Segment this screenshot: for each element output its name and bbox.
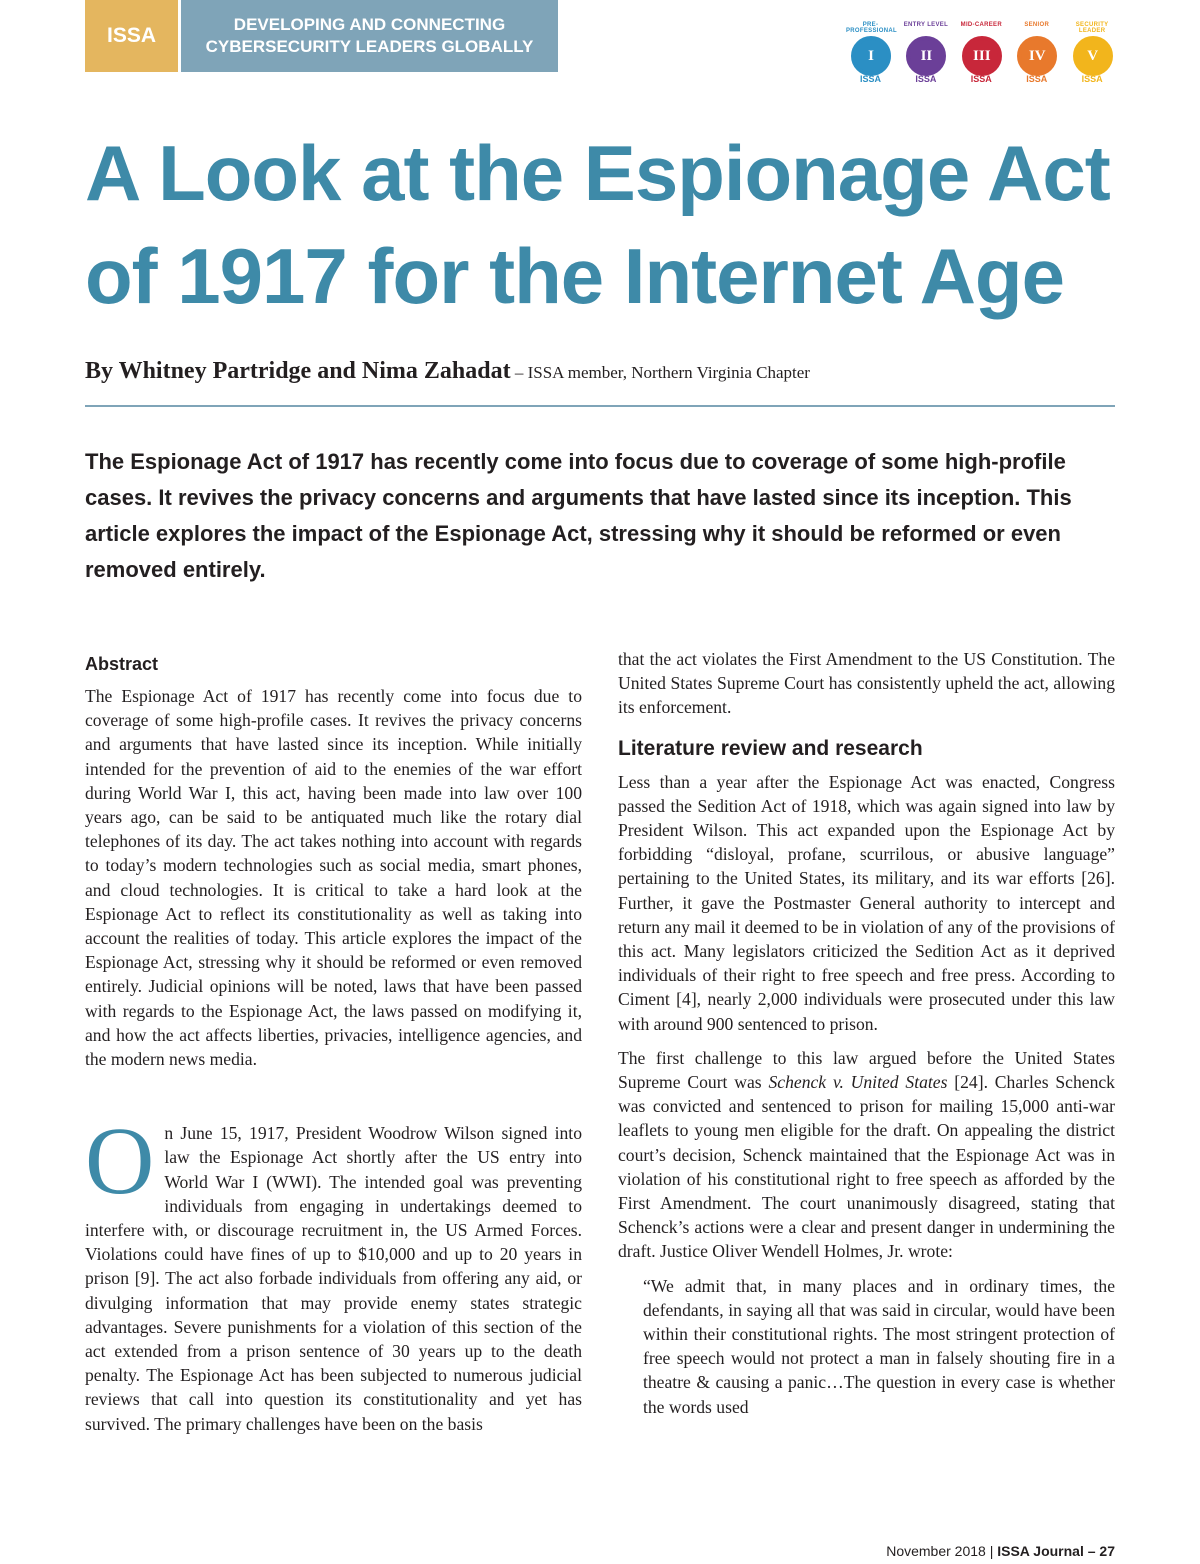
badge-numeral: I [868, 47, 874, 64]
abstract-text: The Espionage Act of 1917 has recently come into focus due to coverage of some high-profile cases. It revives the privacy concerns and arguments that have lasted since its inception. While initially intended for the prevention of aid to the enemies of the war effort during World War I, this act, having been made into law over 100 years ago, can be said to be antiquated much like the rotary dial telephones of its day. The act takes nothing into account with regards to today’s modern technologies such as social media, smart phones, and cloud technologies. It is critical to take a hard look at the Espionage Act to reflect its constitutionality as well as taking into account the realities of today. This article explores the impact of the Espionage Act, stressing why it should be reformed or even removed entirely. Judicial opinions will be noted, laws that have been passed with regards to the Espionage Act, the laws passed on modifying it, and how the act affects liberties, privacies, intelligence agencies, and the modern news media. [85, 686, 582, 1070]
issue-date: November 2018 | [886, 1543, 998, 1559]
badge-level-label: MID-CAREER [960, 22, 1002, 28]
badge-mark: ISSA [1026, 74, 1048, 84]
badge-numeral: IV [1028, 47, 1046, 64]
badge-pre-professional [846, 22, 897, 88]
journal-name: ISSA Journal [997, 1543, 1084, 1559]
badge-security-leader [1068, 22, 1116, 88]
tagline-line-2: CYBERSECURITY LEADERS GLOBALLY [205, 37, 534, 56]
abstract-heading: Abstract [85, 654, 159, 674]
badge-mark: ISSA [970, 74, 992, 84]
affiliation: – ISSA member, Northern Virginia Chapter [510, 363, 810, 382]
paragraph-text: [24]. Charles Schenck was convicted and sentenced to prison for mailing 15,000 anti-war leaflets to young men eligible for the draft. On appealing the district court’s decision, Schenck maintained that the Espionage Act was in violation of his constitutional right to free speech as afforded by the First Amendment. The court unanimously disagreed, stating that Schenck’s actions were a clear and present danger in undermining the draft. Justice Oliver Wendell Holmes, Jr. wrote: [618, 1072, 1115, 1262]
block-quote: “We admit that, in many places and in ordinary times, the defendants, in saying all that was said in circular, would have been within their constitutional rights. The most stringent protection of free speech would not protect a man in falsely shouting fire in a theatre & causing a panic…The question in every case is whether the words used [643, 1275, 1115, 1417]
issa-tag-label: ISSA [106, 24, 156, 47]
column-left [85, 650, 582, 1436]
column-right [618, 647, 1115, 1419]
article-title [85, 122, 1125, 328]
badge-senior [1012, 22, 1060, 88]
body-paragraph [618, 1046, 1115, 1264]
badge-mark: ISSA [859, 74, 881, 84]
divider [85, 405, 1115, 407]
drop-cap: O [85, 1107, 155, 1215]
page-number: – 27 [1083, 1543, 1115, 1559]
paragraph-text: The first challenge to this law argued before the United States Supreme Court was [618, 1047, 1115, 1093]
badge-level-label: SECURITY LEADER [1075, 22, 1109, 34]
badge-mid-career [957, 22, 1005, 88]
byline [85, 358, 1115, 385]
badge-numeral: V [1087, 47, 1099, 64]
title-line-2: of 1917 for the Internet Age [85, 232, 1064, 320]
case-citation: Schenck v. United States [768, 1072, 948, 1093]
badge-entry-level [901, 22, 949, 88]
article-deck: The Espionage Act of 1917 has recently come into focus due to coverage of some high-profile cases. It revives the privacy concerns and arguments that have lasted since its inception. This article explores the impact of the Espionage Act, stressing why it should be reformed or even removed entirely. [85, 449, 1072, 582]
authors: By Whitney Partridge and Nima Zahadat [85, 358, 511, 384]
career-level-badges [846, 22, 1116, 88]
badge-mark: ISSA [1081, 74, 1103, 84]
intro-paragraph [85, 1107, 582, 1436]
body-paragraph: Less than a year after the Espionage Act was enacted, Congress passed the Sedition Act of 1918, which was again signed into law by President Wilson. This act expanded upon the Espionage Act by forbidding “disloyal, profane, scurrilous, or abusive language” pertaining to the United States, its military, and its war efforts [26]. Further, it gave the Postmaster General authority to intercept and return any mail it deemed to be in violation of any of the provisions of this act. Many legislators criticized the Sedition Act as it deprived individuals of their right to free speech and free press. According to Ciment [4], nearly 2,000 individuals were prosecuted under this law with around 900 sentenced to prison. [618, 771, 1115, 1034]
badge-mark: ISSA [915, 74, 937, 84]
badge-numeral: III [973, 47, 991, 64]
issa-tag [85, 0, 178, 72]
page-footer [886, 1542, 1115, 1560]
badge-numeral: II [920, 47, 933, 64]
section-heading: Literature review and research [618, 736, 923, 760]
continued-paragraph: that the act violates the First Amendment to the US Constitution. The United States Supreme Court has consistently upheld the act, allowing its enforcement. [618, 649, 1115, 718]
badge-level-label: ENTRY LEVEL [903, 22, 949, 28]
title-line-1: A Look at the Espionage Act [85, 129, 1110, 217]
intro-text: n June 15, 1917, President Woodrow Wilson signed into law the Espionage Act shortly after the US entry into World War I (WWI). The intended goal was preventing individuals from engaging in undertakings deemed to interfere with, or discourage recruitment in, the US Armed Forces. Violations could have fines of up to $10,000 and up to 20 years in prison [9]. The act also forbade individuals from offering any aid, or divulging information that may provide enemy states strategic advantages. Severe punishments for a violation of this section of the act extended from a prison sentence of 30 years up to the death penalty. The Espionage Act has been subjected to numerous judicial reviews that call into question its constitutionality and yet has survived. The primary challenges have been on the basis [85, 1123, 582, 1434]
tagline-line-1: DEVELOPING AND CONNECTING [233, 15, 506, 34]
badge-level-label: PRE-PROFESSIONAL [846, 22, 897, 34]
tagline-banner [181, 0, 558, 72]
badge-level-label: SENIOR [1024, 22, 1050, 28]
